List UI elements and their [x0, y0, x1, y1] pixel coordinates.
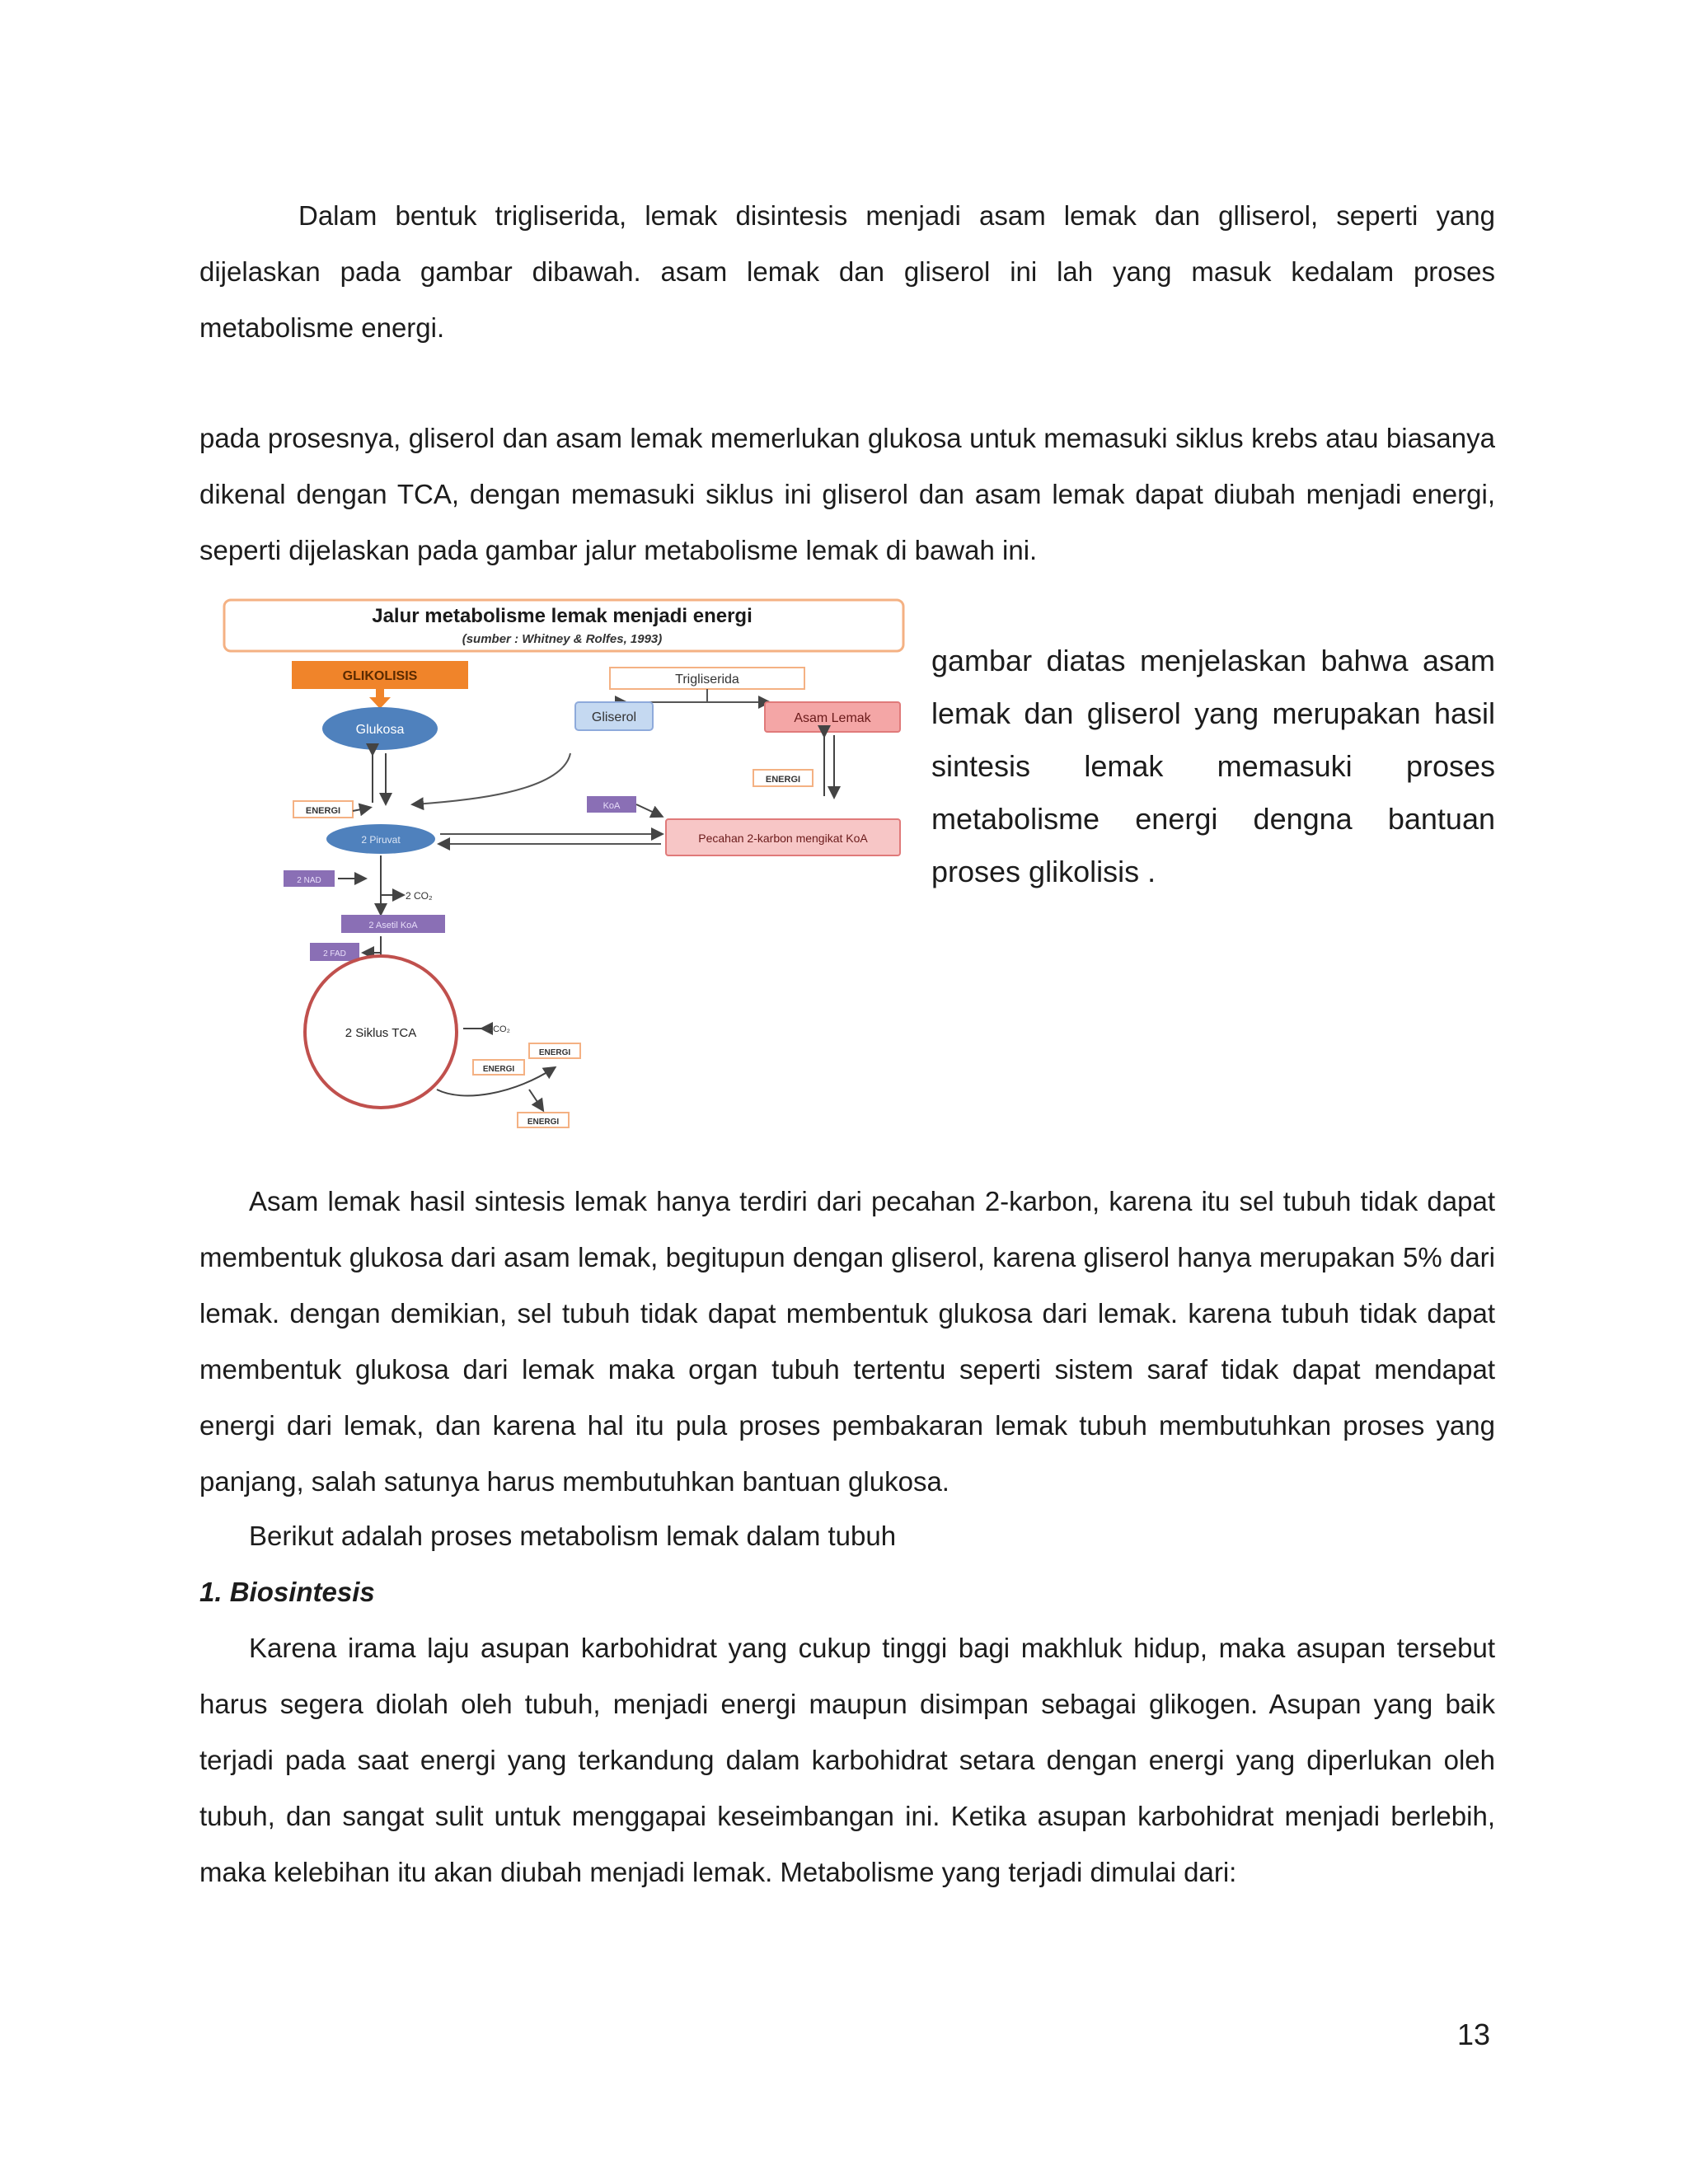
asetil-koa-label: 2 Asetil KoA [368, 921, 418, 930]
energi-label-1: ENERGI [305, 806, 341, 816]
glukosa-label: Glukosa [355, 723, 405, 737]
paragraph-biosintesis: Karena irama laju asupan karbohidrat yang cukup tinggi bagi makhluk hidup, maka asupan tersebut harus segera diolah oleh tubuh, menjadi energi maupun disimpan sebagai glikogen. Asupan yang baik terjadi pada saat energi yang terkandung dalam karbohidrat setara dengan energi yang diperlukan oleh tubuh, dan sangat sulit untuk menggapai keseimbangan ini. Ketika asupan karbohidrat menjadi berlebih, maka kelebihan itu akan diubah menjadi lemak. Metabolisme yang terjadi dimulai dari: [199, 1633, 1495, 1887]
pecahan-label: Pecahan 2-karbon mengikat KoA [698, 832, 868, 845]
paragraph-berikut: Berikut adalah proses metabolism lemak dalam tubuh [249, 1521, 897, 1551]
koa-label: KoA [603, 801, 621, 811]
co2-label-2: 2CO₂ [488, 1024, 510, 1034]
gliserol-label: Gliserol [591, 710, 637, 724]
co2-label-1: 2 CO₂ [406, 890, 433, 902]
piruvat-label: 2 Piruvat [361, 834, 401, 846]
paragraph-trigliserida: Dalam bentuk trigliserida, lemak disintesis menjadi asam lemak dan glliserol, seperti yang dijelaskan pada gambar dibawah. asam lemak dan gliserol ini lah yang masuk kedalam proses metabolisme energi. [199, 200, 1495, 343]
figure-source: (sumber : Whitney & Rolfes, 1993) [462, 632, 663, 646]
metabolism-figure [216, 595, 908, 1152]
trigliserida-label: Trigliserida [675, 673, 739, 687]
page-number: 13 [1457, 2018, 1491, 2051]
section-heading-biosintesis: 1. Biosintesis [199, 1577, 375, 1607]
figure-side-caption: gambar diatas menjelaskan bahwa asam lemak dan gliserol yang merupakan hasil sintesis lemak memasuki proses metabolisme energi dengna bantuan proses glikolisis . [931, 644, 1495, 888]
fad-label: 2 FAD [323, 949, 346, 958]
paragraph-proses-tca: pada prosesnya, gliserol dan asam lemak memerlukan glukosa untuk memasuki siklus krebs atau biasanya dikenal dengan TCA, dengan memasuki siklus ini gliserol dan asam lemak dapat diubah menjadi energi, seperti dijelaskan pada gambar jalur metabolisme lemak di bawah ini. [199, 423, 1495, 565]
gliserol-arrow [414, 753, 570, 804]
energi-label-4: ENERGI [538, 1048, 571, 1057]
energi-label-2: ENERGI [765, 775, 801, 785]
energi-label-3: ENERGI [482, 1065, 515, 1074]
figure-title: Jalur metabolisme lemak menjadi energi [372, 605, 753, 627]
glikolisis-label: GLIKOLISIS [342, 669, 418, 683]
asam-lemak-label: Asam Lemak [794, 711, 871, 725]
paragraph-asam-lemak: Asam lemak hasil sintesis lemak hanya terdiri dari pecahan 2-karbon, karena itu sel tubuh tidak dapat membentuk glukosa dari asam lemak, begitupun dengan gliserol, karena gliserol hanya merupakan 5% dari lemak. dengan demikian, sel tubuh tidak dapat membentuk glukosa dari lemak. karena tubuh tidak dapat membentuk glukosa dari lemak maka organ tubuh tertentu seperti sistem saraf tidak dapat mendapat energi dari lemak, dan karena hal itu pula proses pembakaran lemak tubuh membutuhkan proses yang panjang, salah satunya harus membutuhkan bantuan glukosa. [199, 1186, 1495, 1497]
siklus-tca-label: 2 Siklus TCA [345, 1026, 417, 1040]
nad-label-1: 2 NAD [297, 876, 321, 885]
energi-label-5: ENERGI [527, 1118, 560, 1127]
